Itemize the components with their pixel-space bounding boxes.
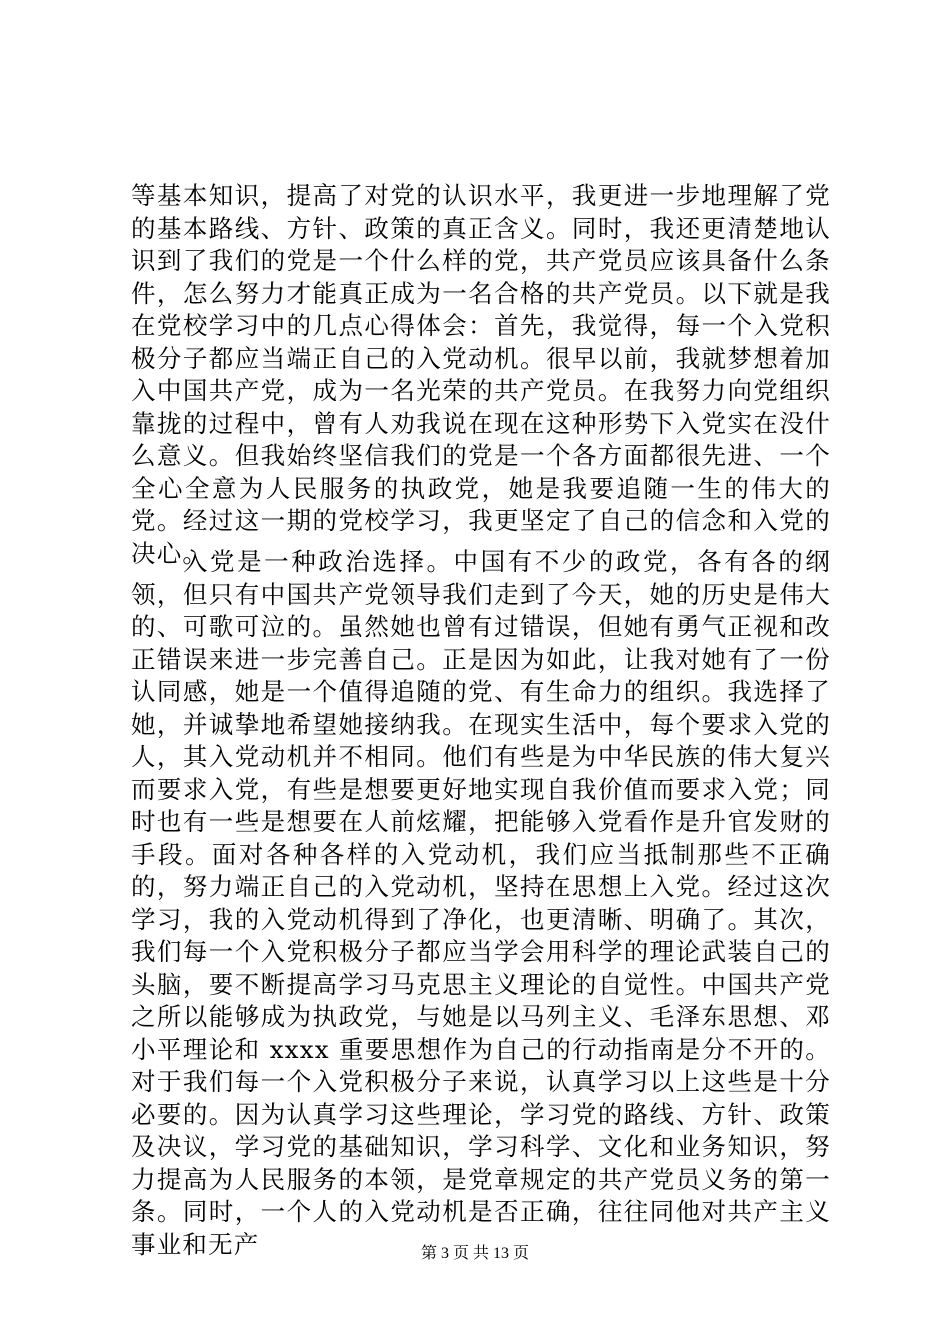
page-number-footer: 第 3 页 共 13 页 xyxy=(420,1245,529,1262)
paragraph-2: 入党是一种政治选择。中国有不少的政党，各有各的纲领，但只有中国共产党领导我们走到了今天，她的历史是伟大的、可歌可泣的。虽然她也曾有过错误，但她有勇气正视和改正错误来进一步完善自己。正是因为如此，让我对她有了一份认同感，她是一个值得追随的党、有生命力的组织。我选择了她，并诚挚地希望她接纳我。在现实生活中，每个要求入党的人，其入党动机并不相同。他们有些是为中华民族的伟大复兴而要求入党，有些是想要更好地实现自我价值而要求入党；同时也有一些是想要在人前炫耀，把能够入党看作是升官发财的手段。面对各种各样的入党动机，我们应当抵制那些不正确的，努力端正自己的入党动机，坚持在思想上入党。经过这次学习，我的入党动机得到了净化，也更清晰、明确了。其次，我们每一个入党积极分子都应当学会用科学的理论武装自己的头脑，要不断提高学习马克思主义理论的自觉性。中国共产党之所以能够成为执政党，与她是以马列主义、毛泽东思想、邓小平理论和 xxxx 重要思想作为自己的行动指南是分不开的。对于我们每一个入党积极分子来说，认真学习以上这些是十分必要的。因为认真学习这些理论，学习党的路线、方针、政策及决议，学习党的基础知识，学习科学、文化和业务知识，努力提高为人民服务的本领，是党章规定的共产党员义务的第一条。同时，一个人的入党动机是否正确，往往同他对共产主义事业和无产 xyxy=(131,547,831,1259)
paragraph-1: 等基本知识，提高了对党的认识水平，我更进一步地理解了党的基本路线、方针、政策的真正含义。同时，我还更清楚地认识到了我们的党是一个什么样的党，共产党员应该具备什么条件，怎么努力才能真正成为一名合格的共产党员。以下就是我在党校学习中的几点心得体会：首先，我觉得，每一个入党积极分子都应当端正自己的入党动机。很早以前，我就梦想着加入中国共产党，成为一名光荣的共产党员。在我努力向党组织靠拢的过程中，曾有人劝我说在现在这种形势下入党实在没什么意义。但我始终坚信我们的党是一个各方面都很先进、一个全心全意为人民服务的执政党，她是我要追随一生的伟大的党。经过这一期的党校学习，我更坚定了自己的信念和入党的决心。 xyxy=(131,181,831,568)
